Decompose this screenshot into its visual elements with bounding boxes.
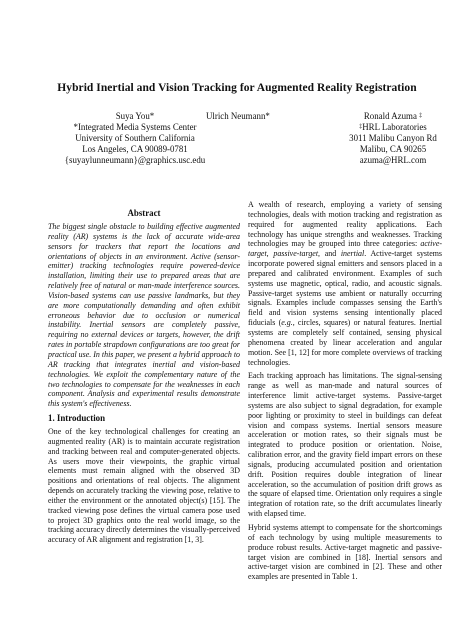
abstract-heading: Abstract (127, 208, 161, 218)
author-email: {suyaylunneumann}@graphics.usc.edu (64, 154, 206, 165)
affiliation-line: University of Southern California (75, 132, 195, 143)
affiliation-line: *Integrated Media Systems Center (73, 121, 197, 132)
paragraph: Each tracking approach has limitations. The signal-sensing range as well as man-made and natural sources of interference limit active-target systems. Passive-target systems are also subject to signal degradation, for example poor lighting or proximity to steel in buildings can defeat vision and compass systems. Inertial sensors measure acceleration or motion rates, so their signals must be integrated to produce position or orientation. Noise, calibration error, and the gravity field impart errors on these signals, producing accumulated position and orientation drift. Position requires double integration of linear acceleration, so the accumulation of position drift grows as the square of elapsed time. Orientation only requires a single integration of rotation rate, so the drift accumulates linearly with elapsed time. (248, 371, 442, 519)
author-name: Ulrich Neumann* (206, 111, 270, 121)
introduction-body (48, 427, 240, 545)
author-name: Suya You* (115, 111, 155, 121)
section-heading-introduction: 1. Introduction (48, 413, 106, 423)
paragraph: A wealth of research, employing a variety of sensing technologies, deals with motion tracking and registration as required for augmented reality applications. Each technology has unique strengths and weaknesses. Tracking technologies may be grouped into three categories: active-target, passive-target, and inertial. Active-target systems incorporate powered signal emitters and sensors placed in a prepared and calibrated environment. Examples of such systems use magnetic, optical, radio, and acoustic signals. Passive-target systems use ambient or naturally occurring signals. Examples include compasses sensing the Earth's field and vision systems sensing intentionally placed fiducials (e.g., circles, squares) or natural features. Inertial systems are completely self contained, sensing physical phenomena created by linear acceleration and angular motion. See [1, 12] for more complete overviews of tracking technologies. (248, 200, 442, 367)
paragraph: One of the key technological challenges for creating an augmented reality (AR) is to maintain accurate registration and tracking between real and computer-generated objects. As users move their viewpoints, the graphic virtual elements must remain aligned with the observed 3D positions and orientations of real objects. The alignment depends on accurately tracking the viewing pose, relative to either the environment or the annotated object(s) [15]. The tracked viewing pose defines the virtual camera pose used to project 3D graphics onto the real world image, so the tracking accuracy directly determines the visually-perceived accuracy of AR alignment and registration [1, 3]. (48, 427, 240, 545)
affiliation-line: Los Angeles, CA 90089-0781 (82, 143, 188, 154)
affiliation-line: 3011 Malibu Canyon Rd (349, 132, 437, 143)
abstract-text: The biggest single obstacle to building effective augmented reality (AR) systems is the lack of accurate wide-area sensors for trackers that report the locations and orientations of objects in an environment. Active (sensor-emitter) tracking technologies require powered-device installation, limiting their use to prepared areas that are relatively free of natural or man-made interference sources. Vision-based systems can use passive landmarks, but they are more computationally demanding and often exhibit erroneous behavior due to occlusion or numerical instability. Inertial sensors are completely passive, requiring no external devices or targets, however, the drift rates in portable strapdown configurations are too great for practical use. In this paper, we present a hybrid approach to AR tracking that integrates inertial and vision-based technologies. We exploit the complementary nature of the two technologies to compensate for the weaknesses in each component. Analysis and experimental results demonstrate this system's effectiveness. (48, 222, 240, 409)
author-block-right (318, 111, 468, 166)
right-column (248, 200, 442, 582)
affiliation-line: ‡HRL Laboratories (359, 121, 427, 132)
paper-title: Hybrid Inertial and Vision Tracking for Augmented Reality Registration (57, 82, 417, 94)
author-block-middle (206, 111, 270, 122)
author-name: Ronald Azuma ‡ (363, 111, 423, 121)
paragraph: Hybrid systems attempt to compensate for the shortcomings of each technology by using multiple measurements to produce robust results. Active-target magnetic and passive-target vision are combined in [18]. Inertial sensors and active-target vision are combined in [2]. These and other examples are presented in Table 1. (248, 523, 442, 582)
affiliation-line: Malibu, CA 90265 (359, 143, 427, 154)
author-email: azuma@HRL.com (359, 154, 427, 165)
abstract-body (48, 222, 240, 409)
